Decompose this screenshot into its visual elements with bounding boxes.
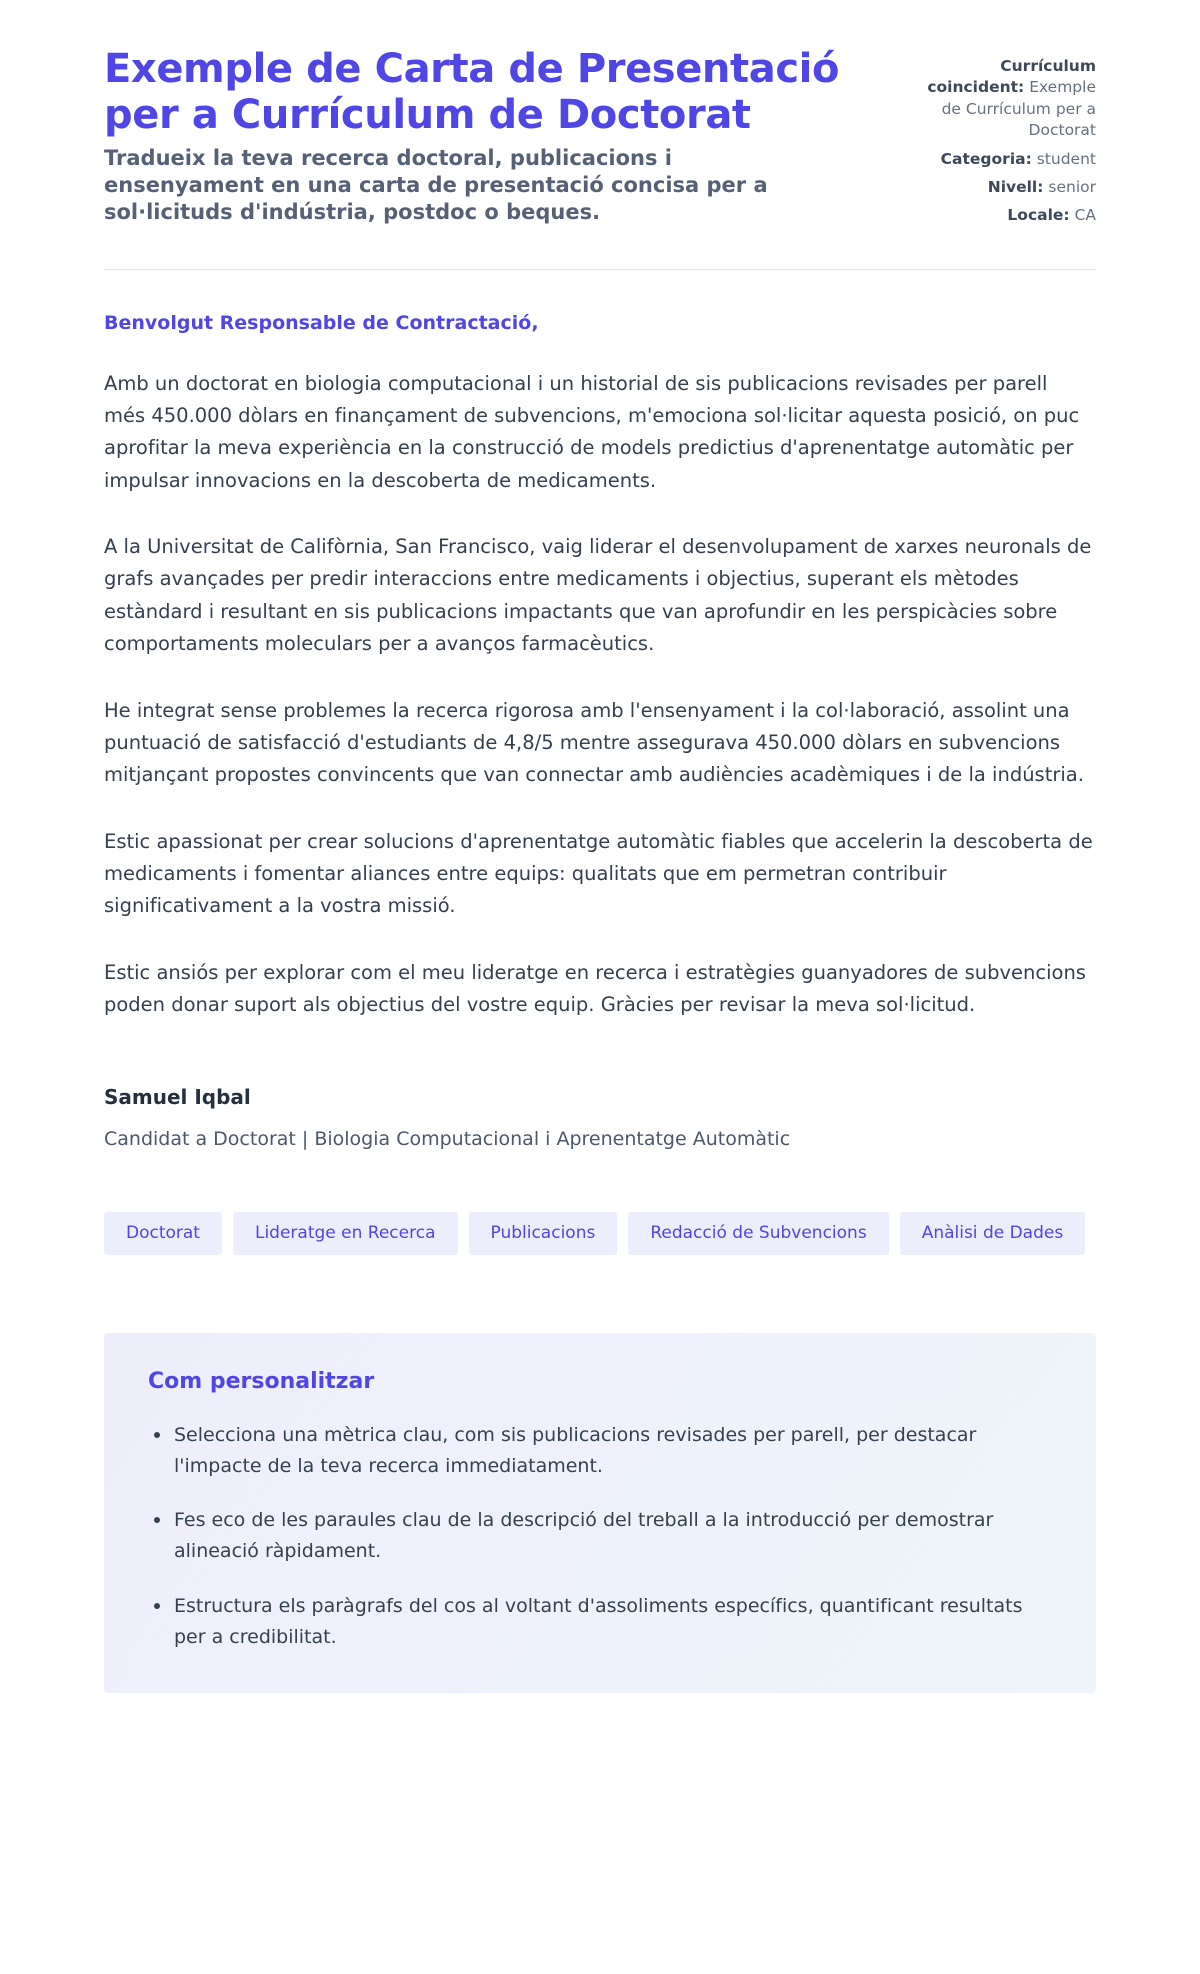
header-text-block [104, 46, 844, 227]
letter-paragraph: Estic apassionat per crear solucions d'aprenentatge automàtic fiables que accelerin la descoberta de medicaments i fomentar aliances entre equips: qualitats que em permetran contribuir significativament a la vostra missió. [104, 829, 1093, 918]
metadata-row-resume-match [908, 56, 1096, 142]
callout-tip-item: Estructura els paràgrafs del cos al voltant d'assoliments específics, quantificant resultats per a credibilitat. [174, 1591, 1052, 1653]
letter-paragraph: Estic ansiós per explorar com el meu lideratge en recerca i estratègies guanyadores de subvencions poden donar suport als objectius del vostre equip. Gràcies per revisar la meva sol·licitud. [104, 960, 1086, 1017]
page-title: Exemple de Carta de Presentació per a Currículum de Doctorat [104, 46, 840, 139]
customization-callout [104, 1333, 1096, 1693]
callout-tip-item: Selecciona una mètrica clau, com sis publicacions revisades per parell, per destacar l'impacte de la teva recerca immediatament. [174, 1420, 1052, 1482]
metadata-label-locale: Locale: [1007, 206, 1070, 225]
letter-paragraph: A la Universitat de Califòrnia, San Francisco, vaig liderar el desenvolupament de xarxes neuronals de grafs avançades per predir interaccions entre medicaments i objectius, superant els mètodes estàndard i resultant en sis publicacions impactants que van aprofundir en les perspicàcies sobre comportaments moleculars per a avanços farmacèutics. [104, 535, 1092, 656]
signature-block [104, 1085, 1096, 1154]
callout-title: Com personalitzar [148, 1368, 375, 1394]
letter-salutation: Benvolgut Responsable de Contractació, [104, 311, 539, 334]
tag-chip[interactable]: Publicacions [469, 1212, 618, 1255]
callout-tip-list [148, 1420, 1052, 1653]
metadata-label-level: Nivell: [987, 177, 1044, 196]
tag-list [104, 1212, 1096, 1255]
metadata-label-category: Categoria: [940, 149, 1032, 168]
tag-chip[interactable]: Lideratge en Recerca [233, 1212, 458, 1255]
tag-chip[interactable]: Doctorat [104, 1212, 222, 1255]
metadata-label-resume-match: Currículum coincident: [927, 57, 1096, 97]
metadata-value-resume-match: Exemple de Currículum per a Doctorat [941, 78, 1096, 140]
signer-role: Candidat a Doctorat | Biologia Computacional i Aprenentatge Automàtic [104, 1128, 791, 1151]
page-header [104, 46, 1096, 227]
signer-name: Samuel Iqbal [104, 1085, 251, 1110]
page-subtitle: Tradueix la teva recerca doctoral, publicacions i ensenyament en una carta de presentació concisa per a sol·licituds d'indústria, postdoc o beques. [104, 145, 768, 225]
metadata-value-locale: CA [1074, 206, 1096, 225]
callout-tip-item: Fes eco de les paraules clau de la descripció del treball a la introducció per demostrar alineació ràpidament. [174, 1505, 1052, 1567]
document-metadata [908, 46, 1096, 227]
tag-chip[interactable]: Redacció de Subvencions [628, 1212, 888, 1255]
metadata-row-level [908, 177, 1096, 198]
letter-body [104, 270, 1096, 1154]
metadata-value-category: student [1036, 149, 1096, 168]
metadata-row-category [908, 149, 1096, 170]
metadata-value-level: senior [1048, 177, 1096, 196]
letter-paragraph: Amb un doctorat en biologia computacional i un historial de sis publicacions revisades per parell més 450.000 dòlars en finançament de subvencions, m'emociona sol·licitar aquesta posició, on puc aprofitar la meva experiència en la construcció de models predictius d'aprenentatge automàtic per impulsar innovacions en la descoberta de medicaments. [104, 371, 1080, 492]
tag-chip[interactable]: Anàlisi de Dades [900, 1212, 1086, 1255]
letter-paragraph: He integrat sense problemes la recerca rigorosa amb l'ensenyament i la col·laboració, assolint una puntuació de satisfacció d'estudiants de 4,8/5 mentre assegurava 450.000 dòlars en subvencions mitjançant propostes convincents que van connectar amb audiències acadèmiques i de la indústria. [104, 698, 1084, 787]
metadata-row-locale [908, 205, 1096, 226]
